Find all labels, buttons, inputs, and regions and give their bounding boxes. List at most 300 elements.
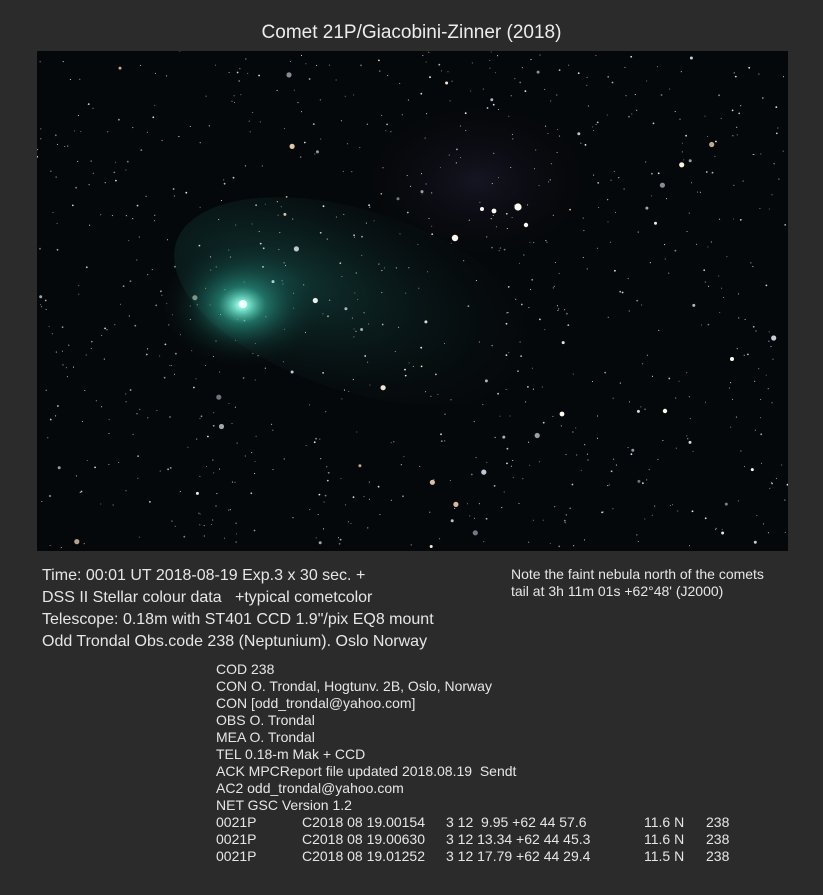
star: [160, 290, 162, 292]
star: [381, 270, 382, 271]
star: [525, 90, 527, 92]
star: [86, 354, 87, 355]
star: [444, 414, 445, 415]
star: [535, 149, 536, 150]
star: [559, 69, 561, 71]
star: [224, 183, 226, 185]
star: [327, 480, 329, 482]
star: [327, 315, 329, 317]
star: [57, 223, 58, 224]
star: [528, 542, 529, 543]
star: [504, 249, 506, 251]
star: [435, 374, 437, 376]
star: [234, 95, 235, 96]
star: [283, 213, 286, 216]
star: [781, 464, 782, 465]
star: [705, 402, 706, 403]
star: [495, 72, 496, 73]
obs-date: C2018 08 19.00630: [302, 831, 425, 847]
star: [509, 415, 510, 416]
star: [309, 509, 310, 510]
star: [441, 70, 442, 71]
star: [719, 219, 720, 220]
star: [357, 299, 358, 300]
star: [401, 464, 402, 465]
star: [384, 267, 385, 268]
star: [301, 55, 302, 56]
mpc-header-line: COD 238: [216, 661, 275, 677]
star: [235, 407, 236, 408]
star: [751, 468, 754, 471]
star: [687, 438, 688, 439]
star: [723, 297, 724, 298]
star: [566, 313, 568, 315]
star: [348, 521, 349, 522]
star: [219, 424, 224, 429]
star: [614, 270, 616, 272]
star: [761, 463, 762, 464]
star: [199, 476, 200, 477]
star: [369, 482, 370, 483]
star: [254, 530, 256, 532]
star: [72, 205, 74, 207]
star: [407, 175, 408, 176]
star: [114, 324, 115, 325]
obs-id: 0021P: [216, 814, 257, 830]
star: [651, 195, 652, 196]
star: [453, 502, 458, 507]
star: [498, 177, 499, 178]
star: [658, 172, 660, 174]
star: [132, 127, 133, 128]
star: [451, 243, 452, 244]
star: [756, 515, 757, 516]
star: [622, 292, 624, 294]
star: [272, 469, 273, 470]
star: [545, 126, 546, 127]
star: [641, 304, 642, 305]
star: [147, 417, 148, 418]
star: [592, 126, 593, 127]
star: [596, 124, 597, 125]
star: [404, 369, 406, 371]
star: [427, 271, 428, 272]
star: [251, 452, 252, 453]
star: [479, 202, 480, 203]
star: [218, 219, 219, 220]
star: [381, 115, 382, 116]
star: [559, 273, 560, 274]
star: [610, 180, 611, 181]
star: [583, 218, 584, 219]
star: [730, 382, 731, 383]
star: [628, 116, 630, 118]
star: [88, 103, 90, 105]
star: [353, 94, 354, 95]
star: [235, 224, 236, 225]
star: [64, 146, 65, 147]
star: [730, 427, 731, 428]
star: [125, 393, 126, 394]
star: [305, 63, 306, 64]
star: [219, 372, 220, 373]
star: [325, 495, 327, 497]
star: [657, 459, 658, 460]
star: [80, 131, 81, 132]
star: [363, 496, 364, 497]
star: [169, 365, 170, 366]
star: [716, 528, 717, 529]
star: [569, 209, 571, 211]
star: [174, 195, 175, 196]
star: [339, 262, 341, 264]
star: [676, 448, 677, 449]
star: [474, 421, 475, 422]
star: [229, 72, 230, 73]
star: [319, 439, 320, 440]
star: [57, 144, 58, 145]
star: [411, 544, 412, 545]
star: [250, 131, 251, 132]
star: [78, 285, 79, 286]
star: [640, 406, 641, 407]
star: [336, 217, 337, 218]
star: [718, 276, 719, 277]
star: [769, 331, 770, 332]
bright-star: [560, 412, 565, 417]
star: [686, 372, 687, 373]
star: [584, 444, 585, 445]
mpc-header-line: MEA O. Trondal: [216, 729, 315, 745]
star: [760, 433, 762, 435]
star: [309, 404, 310, 405]
star: [171, 521, 172, 522]
star: [744, 466, 745, 467]
star: [230, 509, 231, 510]
star: [350, 523, 351, 524]
star: [378, 60, 380, 62]
star: [783, 151, 784, 152]
star: [528, 442, 529, 443]
star: [564, 309, 565, 310]
obs-position: 3 12 13.34 +62 44 45.3: [446, 831, 591, 847]
star: [272, 430, 273, 431]
star: [577, 132, 580, 135]
star: [118, 462, 119, 463]
star: [618, 177, 619, 178]
star: [718, 94, 720, 96]
star: [256, 436, 257, 437]
star: [784, 224, 786, 226]
bright-star: [730, 357, 734, 361]
obs-code: 238: [706, 814, 730, 830]
star: [359, 147, 360, 148]
star: [107, 131, 108, 132]
star: [675, 250, 677, 252]
star: [748, 67, 750, 69]
star: [120, 304, 121, 305]
star: [733, 185, 734, 186]
star: [476, 280, 477, 281]
star: [68, 345, 69, 346]
star: [542, 386, 543, 387]
star: [486, 236, 487, 237]
star: [668, 378, 670, 380]
star: [638, 541, 639, 542]
star: [284, 128, 285, 129]
star: [431, 226, 432, 227]
star: [320, 232, 322, 234]
star: [507, 312, 508, 313]
star: [40, 304, 41, 305]
star: [159, 356, 160, 357]
star: [314, 153, 315, 154]
star: [646, 479, 647, 480]
star: [259, 231, 260, 232]
star: [557, 310, 558, 311]
star: [449, 155, 450, 156]
mpc-header-line: CON [odd_trondal@yahoo.com]: [216, 695, 416, 711]
star: [558, 546, 560, 548]
star: [379, 514, 380, 515]
star: [255, 380, 256, 381]
star: [140, 149, 142, 151]
star: [624, 188, 625, 189]
star: [642, 363, 643, 364]
star: [441, 440, 443, 442]
star: [128, 240, 129, 241]
star: [353, 496, 355, 498]
star: [533, 389, 534, 390]
obs-position: 3 12 17.79 +62 44 29.4: [446, 848, 591, 864]
star: [603, 511, 604, 512]
capture-info: [42, 565, 434, 653]
star: [149, 501, 151, 503]
star: [554, 506, 555, 507]
star: [672, 504, 673, 505]
star: [652, 515, 653, 516]
star: [174, 266, 176, 268]
star: [199, 245, 201, 247]
star: [40, 138, 41, 139]
star: [396, 267, 397, 268]
star: [255, 461, 256, 462]
star: [784, 500, 785, 501]
star: [223, 179, 224, 180]
star: [714, 156, 715, 157]
star: [323, 528, 324, 529]
star: [607, 199, 608, 200]
star: [738, 500, 739, 501]
star: [493, 153, 494, 154]
star: [556, 94, 557, 95]
star: [439, 538, 440, 539]
star: [55, 415, 56, 416]
star: [645, 207, 648, 210]
star: [460, 157, 461, 158]
star: [183, 536, 185, 538]
star: [612, 82, 614, 84]
star: [711, 241, 712, 242]
star: [735, 76, 737, 78]
star: [199, 418, 200, 419]
star: [204, 535, 205, 536]
star: [408, 100, 409, 101]
star: [92, 108, 93, 109]
star: [402, 495, 404, 497]
star: [473, 530, 478, 535]
star: [265, 368, 266, 369]
star: [297, 102, 298, 103]
star: [654, 222, 657, 225]
star: [403, 456, 404, 457]
star: [483, 89, 484, 90]
star: [581, 470, 582, 471]
star: [104, 328, 106, 330]
star: [588, 105, 589, 106]
star: [463, 260, 464, 261]
star: [221, 200, 222, 201]
star: [550, 100, 551, 101]
star: [201, 415, 203, 417]
star: [532, 368, 533, 369]
star: [647, 355, 648, 356]
star: [593, 130, 594, 131]
star: [320, 139, 321, 140]
star: [70, 79, 71, 80]
star: [649, 469, 650, 470]
star: [399, 83, 400, 84]
star: [66, 367, 67, 368]
star: [482, 404, 483, 405]
star: [670, 505, 671, 506]
star: [631, 113, 632, 114]
star: [165, 344, 167, 346]
star: [568, 65, 569, 66]
star: [105, 182, 106, 183]
star: [219, 469, 220, 470]
star: [309, 78, 311, 80]
star: [341, 120, 342, 121]
star: [491, 51, 492, 52]
star: [501, 507, 502, 508]
star: [367, 124, 368, 125]
star: [324, 501, 325, 502]
star: [753, 326, 755, 328]
star: [706, 171, 708, 173]
star: [736, 127, 737, 128]
star: [515, 299, 516, 300]
star: [426, 62, 427, 63]
star: [543, 422, 545, 424]
star: [166, 75, 167, 76]
star: [101, 406, 102, 407]
star: [460, 125, 461, 126]
star: [425, 138, 426, 139]
star: [583, 257, 584, 258]
star: [224, 538, 225, 539]
star: [354, 292, 355, 293]
star: [597, 122, 599, 124]
star: [493, 215, 494, 216]
star: [318, 514, 319, 515]
star: [319, 494, 321, 496]
star: [628, 278, 629, 279]
star: [152, 269, 153, 270]
star: [738, 293, 739, 294]
star: [378, 264, 379, 265]
star: [508, 116, 509, 117]
star: [490, 98, 493, 101]
star: [628, 447, 629, 448]
star: [290, 144, 295, 149]
star: [413, 366, 414, 367]
star: [470, 90, 471, 91]
star: [196, 492, 199, 495]
star: [196, 439, 197, 440]
star: [738, 317, 739, 318]
star: [134, 325, 136, 327]
star: [178, 136, 179, 137]
star: [353, 328, 354, 329]
star: [722, 529, 723, 530]
star: [422, 55, 423, 56]
star: [772, 359, 773, 360]
star: [428, 52, 429, 53]
star: [174, 374, 175, 375]
star-field: [37, 51, 788, 551]
star: [701, 324, 702, 325]
star: [378, 486, 380, 488]
star: [531, 279, 533, 281]
star: [598, 207, 599, 208]
star: [41, 306, 42, 307]
star: [544, 329, 545, 330]
star: [231, 101, 232, 102]
star: [421, 190, 424, 193]
star: [637, 480, 640, 483]
star: [397, 197, 400, 200]
mpc-header-line: AC2 odd_trondal@yahoo.com: [216, 780, 404, 796]
star: [136, 413, 137, 414]
star: [559, 136, 560, 137]
star: [193, 387, 195, 389]
star: [430, 545, 433, 548]
star: [431, 192, 432, 193]
star: [73, 367, 74, 368]
star: [100, 503, 101, 504]
star: [597, 182, 599, 184]
mpc-report: [216, 661, 746, 865]
star: [429, 76, 431, 78]
star: [381, 292, 382, 293]
star: [491, 247, 493, 249]
star: [522, 67, 523, 68]
star: [255, 204, 257, 206]
star: [260, 243, 262, 245]
star: [205, 365, 206, 366]
star: [771, 335, 776, 340]
star: [512, 217, 513, 218]
star: [530, 59, 531, 60]
comet-nucleus: [239, 300, 247, 308]
star: [785, 532, 786, 533]
star: [115, 162, 116, 163]
star: [508, 352, 509, 353]
star: [140, 65, 141, 66]
obs-position: 3 12 9.95 +62 44 57.6: [446, 814, 587, 830]
star: [444, 343, 445, 344]
